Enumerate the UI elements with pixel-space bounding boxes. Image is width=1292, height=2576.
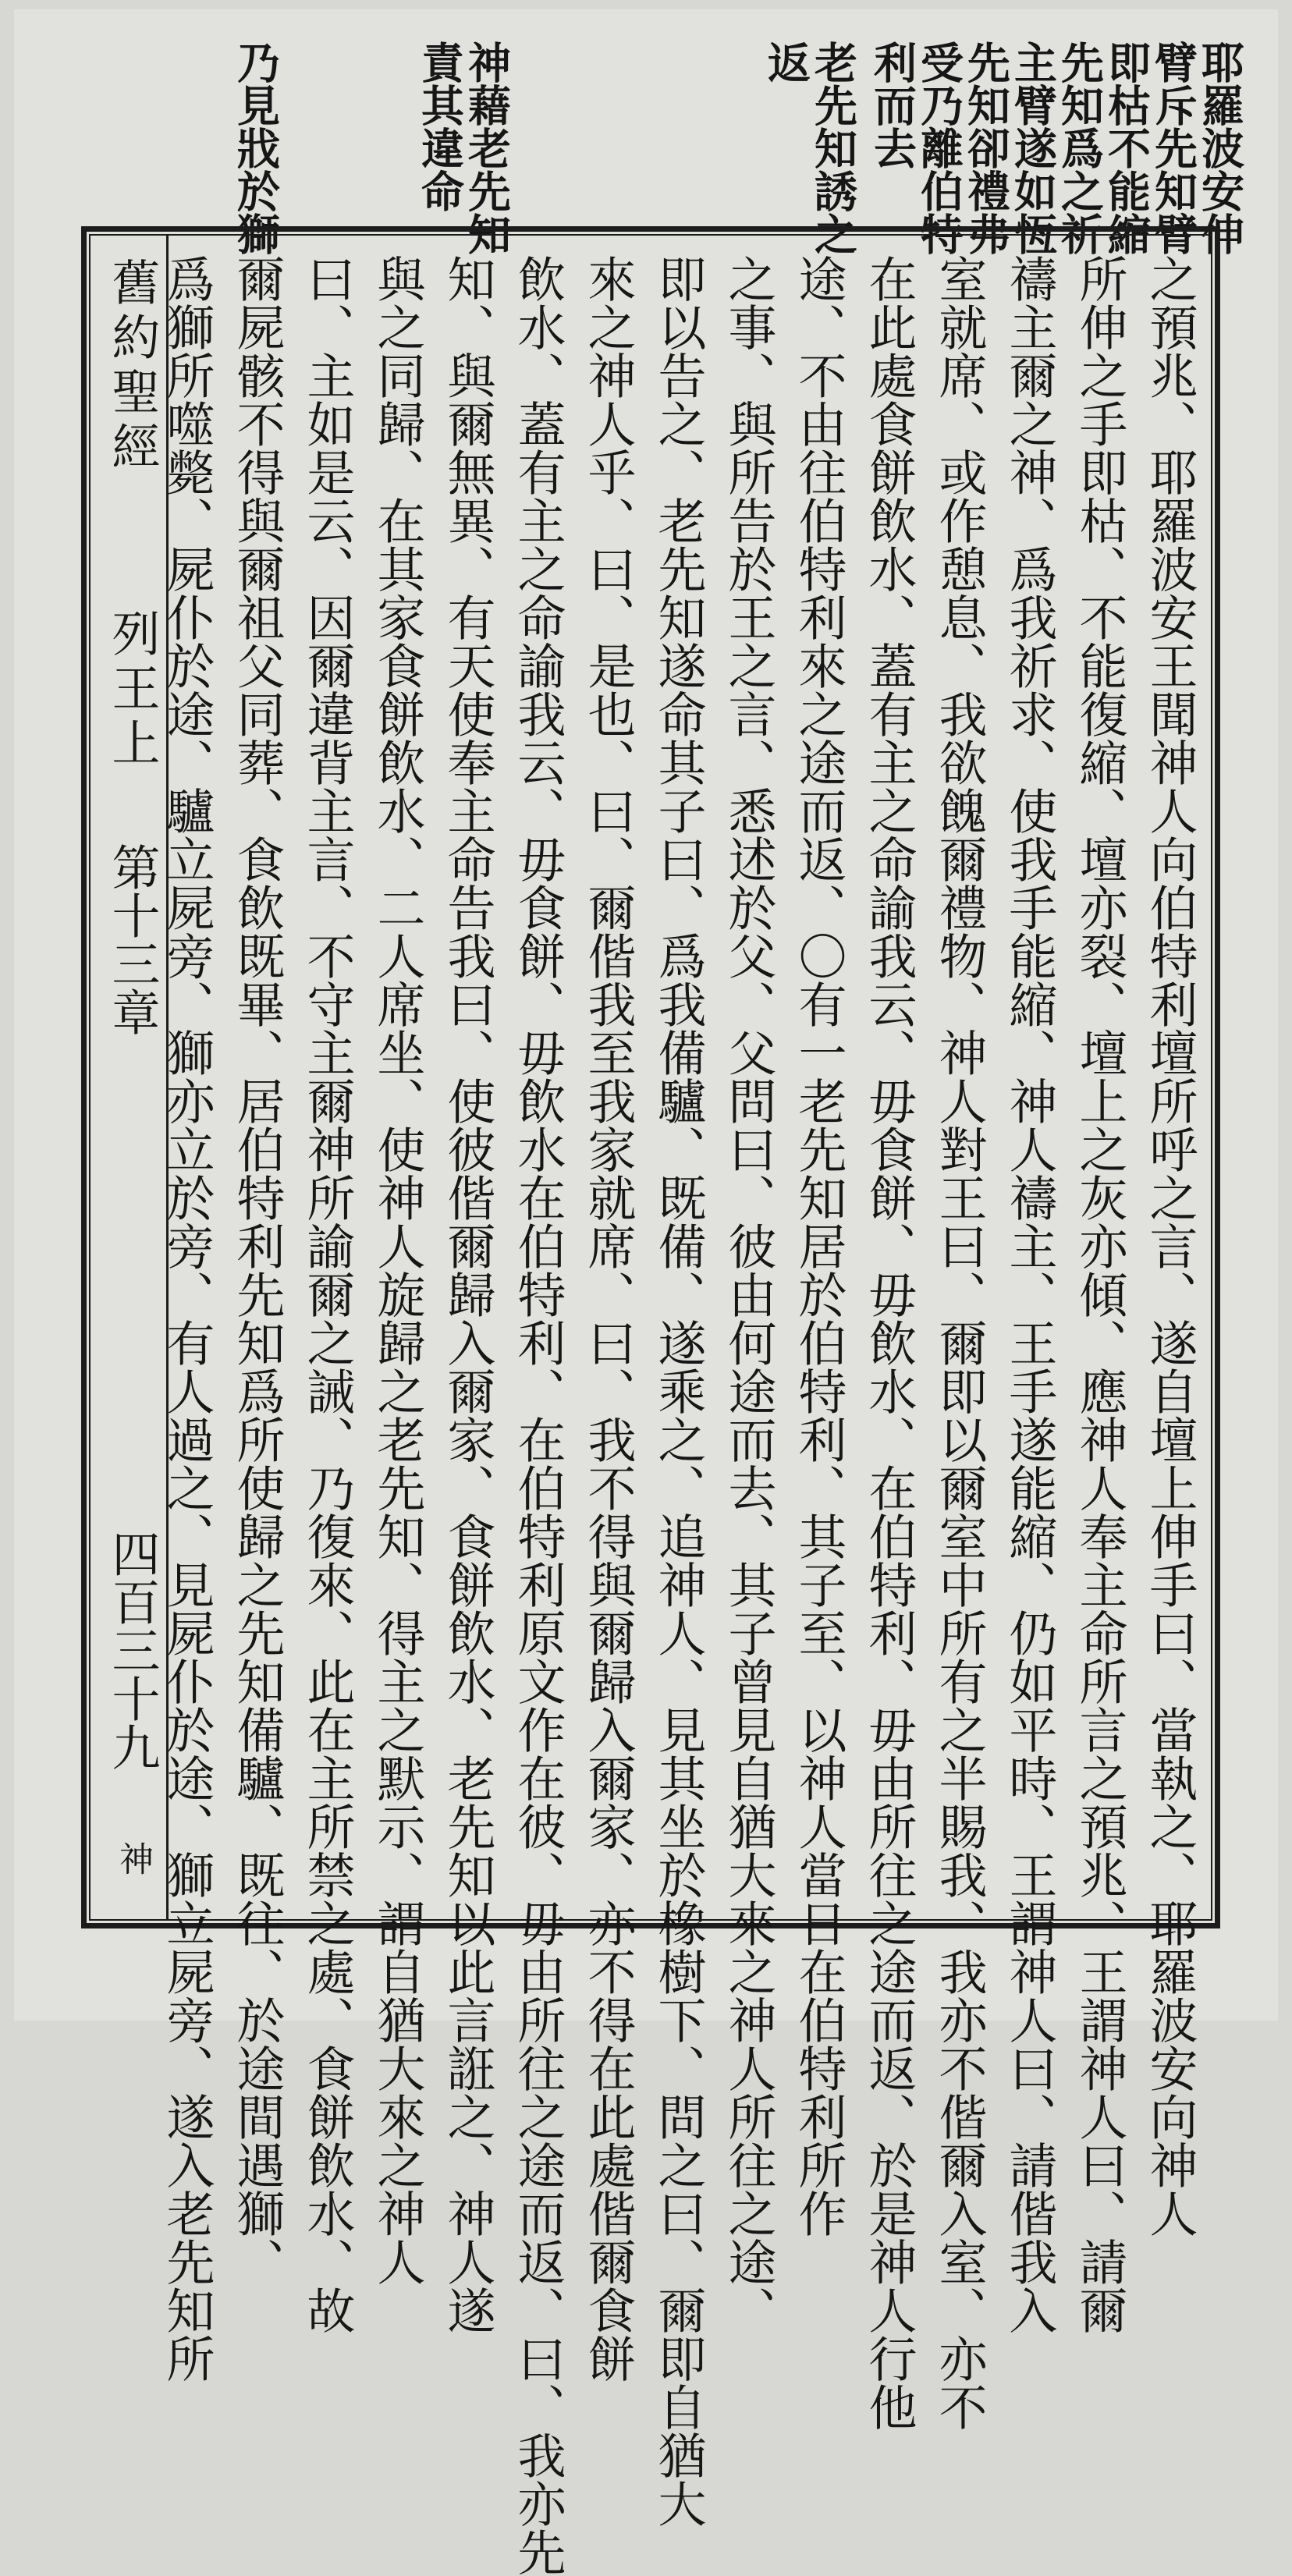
text-column: 所伸之手即枯、不能復縮、壇亦裂、壇上之灰亦傾、應神人奉主命所言之預兆、王謂神人曰、請爾 xyxy=(1071,254,1128,2334)
text-column: 之事、與所告於王之言、悉述於父、父問曰、彼由何途而去、其子曾見自猶大來之神人所往之途、 xyxy=(720,254,777,2334)
text-column: 來之神人乎、曰、是也、曰、爾偕我至我家就席、曰、我不得與爾歸入爾家、亦不得在此處偕爾食餅 xyxy=(580,254,637,2383)
text-column: 禱主爾之神、爲我祈求、使我手能縮、神人禱主、王手遂能縮、仍如平時、王謂神人曰、請偕我入 xyxy=(1001,254,1058,2334)
margin-note: 主臂遂如恆 xyxy=(1007,41,1058,255)
margin-note: 老先知誘之 xyxy=(808,41,858,255)
text-column: 爲獅所噬斃、屍仆於途、驢立屍旁、獅亦立於旁、有人過之、見屍仆於途、獅立屍旁、遂入老先知所 xyxy=(158,254,215,2383)
text-column: 與之同歸、在其家食餅飲水、二人席坐、使神人旋歸之老先知、得主之默示、謂自猶大來之神人 xyxy=(369,254,426,2286)
margin-note: 受乃離伯特 xyxy=(914,41,964,255)
margin-note: 乃見戕於獅 xyxy=(230,41,281,255)
margin-note: 臂斥先知臂 xyxy=(1148,41,1198,255)
text-column: 之預兆、耶羅波安王聞神人向伯特利壇所呼之言、遂自壇上伸手曰、當執之、耶羅波安向神人 xyxy=(1141,254,1198,2237)
book-title: 舊約聖經 xyxy=(104,257,161,476)
margin-note: 利而去 xyxy=(867,41,918,169)
text-column: 爾屍骸不得與爾祖父同葬、食飲既畢、居伯特利先知爲所使歸之先知備驢、既往、於途間遇獅、 xyxy=(229,254,286,2286)
text-column: 飲水、蓋有主之命諭我云、毋食餅、毋飲水在伯特利、在伯特利原文作在彼、毋由所往之途而返、曰、我亦先 xyxy=(509,254,566,2576)
margin-note: 返 xyxy=(761,41,811,83)
margin-note: 神藉老先知 xyxy=(461,41,512,255)
margin-note: 責其違命 xyxy=(414,41,465,212)
text-column: 知、與爾無異、有天使奉主命告我曰、使彼偕爾歸入爾家、食餅飲水、老先知以此言誑之、神人遂 xyxy=(439,254,496,2334)
margin-note: 先知爲之祈 xyxy=(1054,41,1105,255)
footer-mark: 神 xyxy=(113,1841,153,1875)
text-column: 室就席、或作憩息、我欲餽爾禮物、神人對王曰、爾即以爾室中所有之半賜我、我亦不偕爾入室、亦不 xyxy=(931,254,988,2431)
page-number: 四百三十九 xyxy=(104,1529,161,1771)
chapter-label: 第十三章 xyxy=(104,843,161,1036)
margin-note: 即枯不能縮 xyxy=(1101,41,1152,255)
book-name: 列王上 xyxy=(104,609,161,772)
text-column: 在此處食餅飲水、蓋有主之命諭我云、毋食餅、毋飲水、在伯特利、毋由所往之途而返、於是神人行他 xyxy=(861,254,918,2431)
text-column: 曰、主如是云、因爾違背主言、不守主爾神所諭爾之誡、乃復來、此在主所禁之處、食餅飲水、故 xyxy=(299,254,356,2334)
margin-note: 先知卻禮弗 xyxy=(960,41,1011,255)
text-column: 途、不由往伯特利來之途而返、〇有一老先知居於伯特利、其子至、以神人當日在伯特利所作 xyxy=(790,254,847,2237)
margin-note: 耶羅波安伸 xyxy=(1194,41,1245,255)
text-column: 即以告之、老先知遂命其子曰、爲我備驢、既備、遂乘之、追神人、見其坐於橡樹下、問之曰、爾即自猶大 xyxy=(650,254,707,2528)
